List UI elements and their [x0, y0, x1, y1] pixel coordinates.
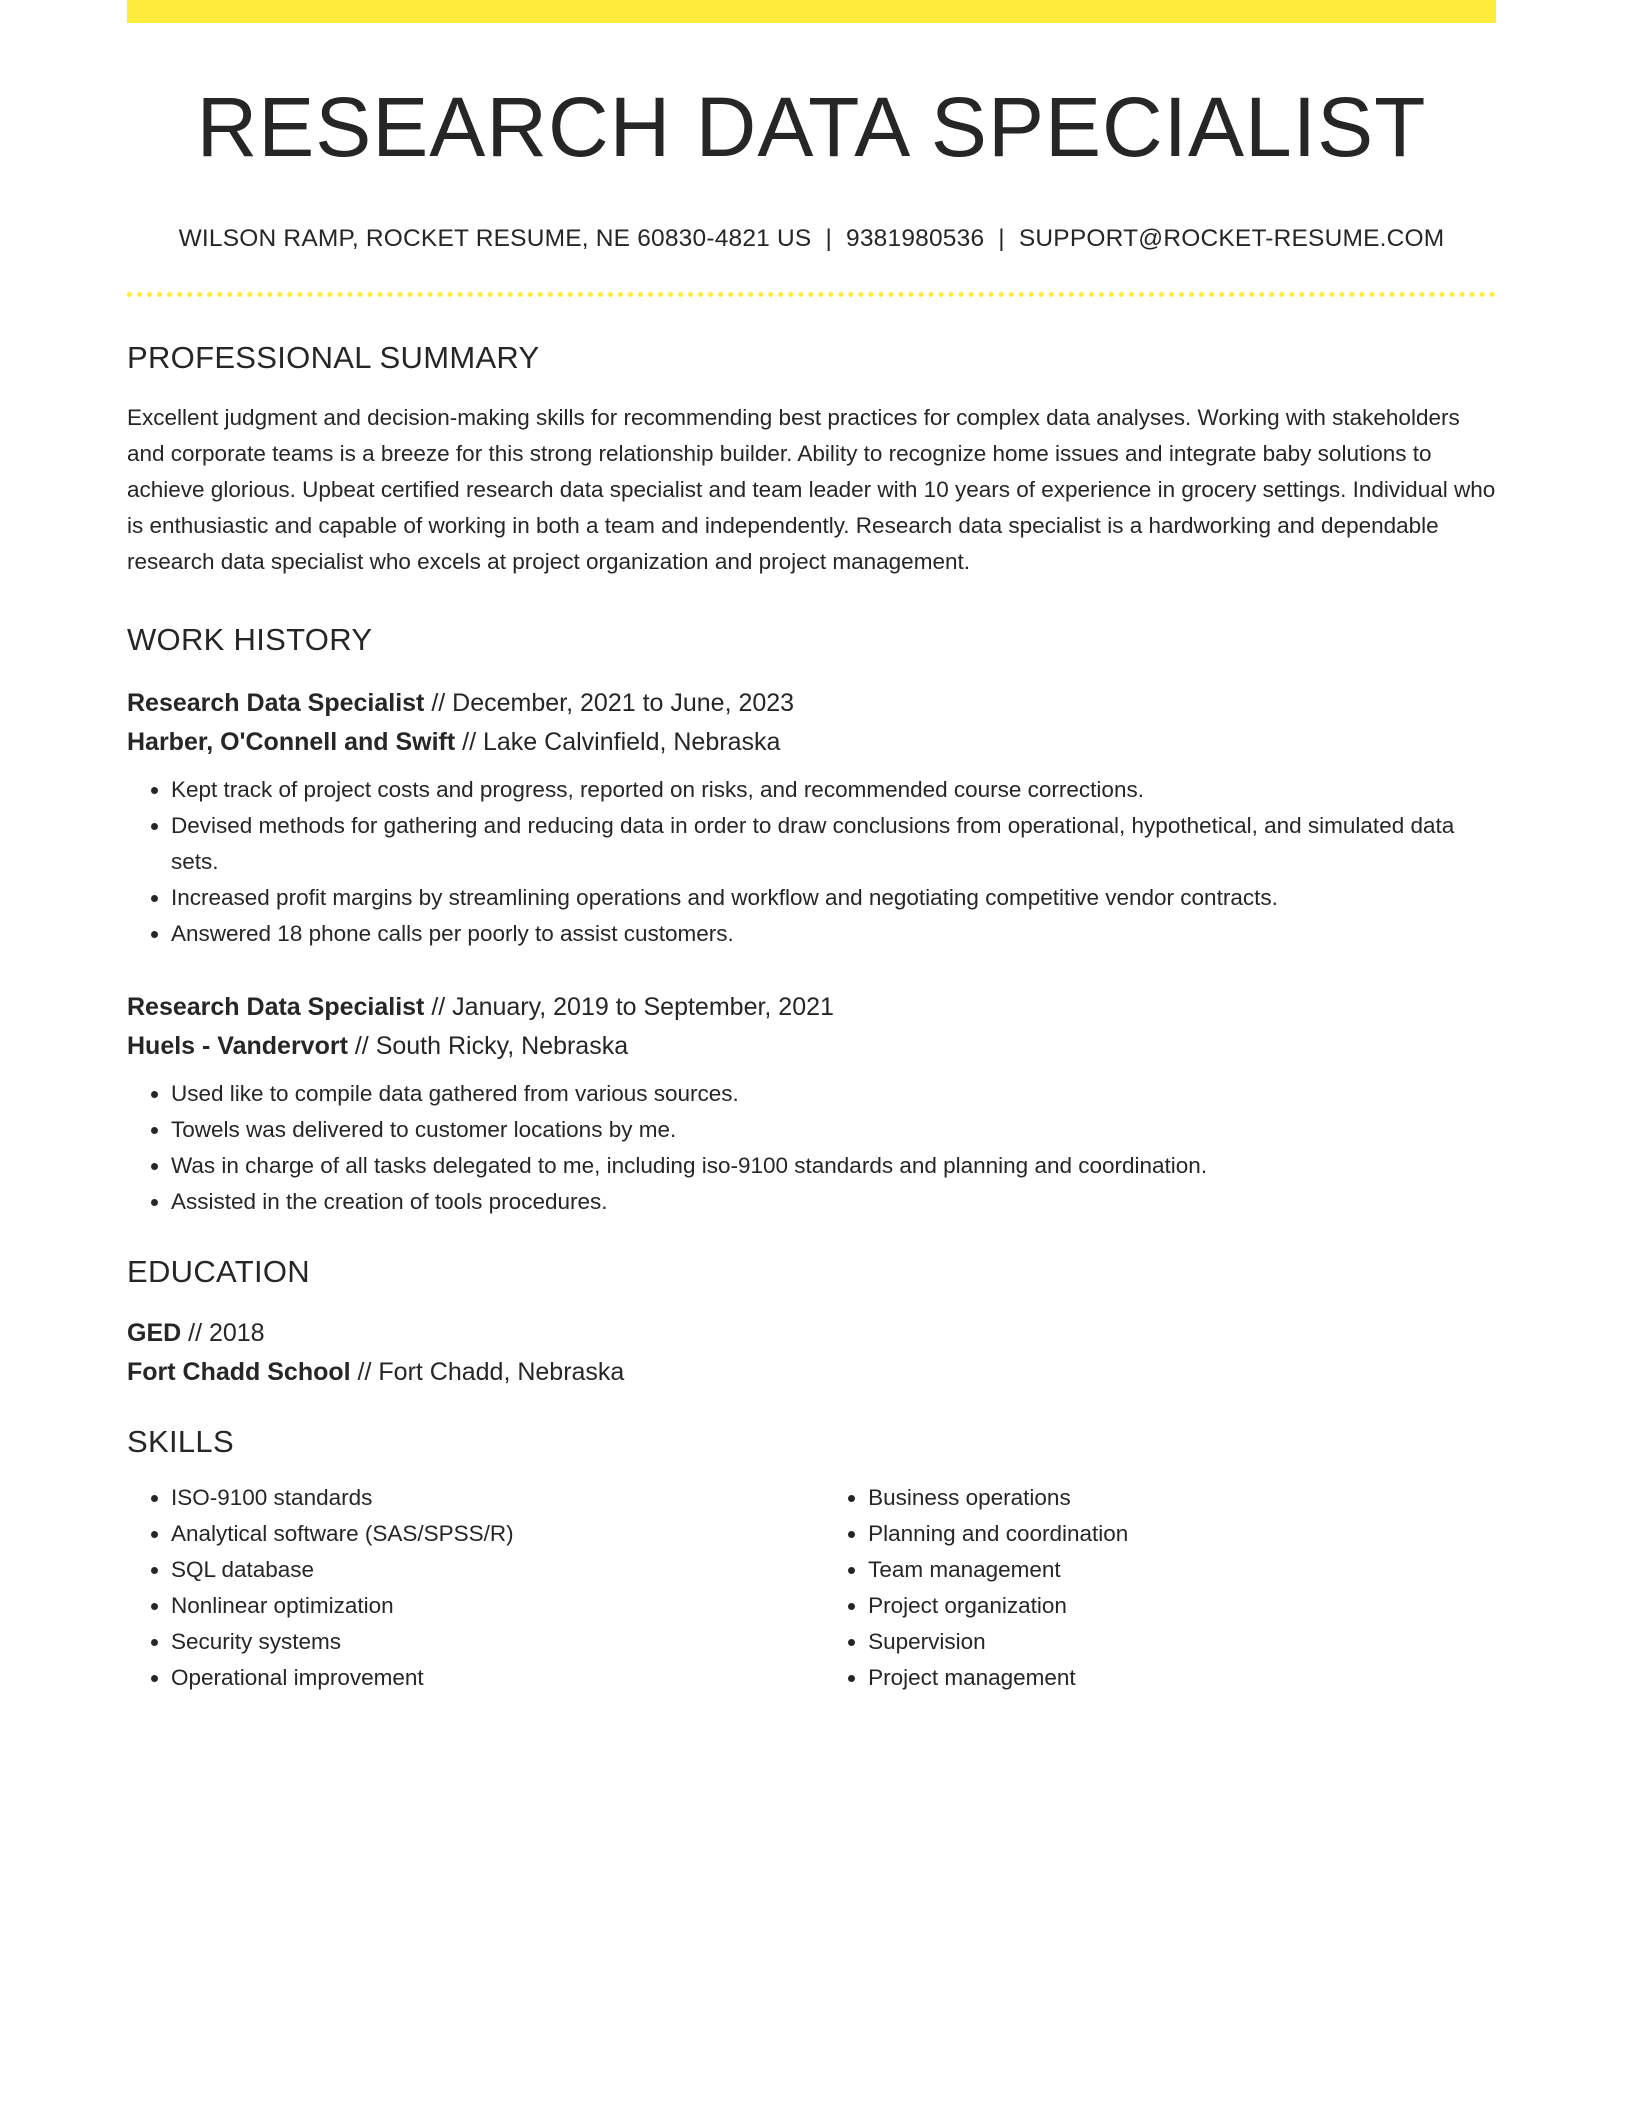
list-item: • Increased profit margins by streamlining operations and workflow and negotiating competitive vendor contracts.: [171, 880, 1496, 916]
skills-heading: SKILLS: [127, 1424, 234, 1460]
skill-item: • Operational improvement: [171, 1660, 823, 1696]
skill-item: • Team management: [868, 1552, 1496, 1588]
job-company-line: [127, 1027, 1496, 1066]
education-year: // 2018: [181, 1319, 265, 1348]
work-history-heading: WORK HISTORY: [127, 622, 373, 658]
job-location: // South Ricky, Nebraska: [347, 1032, 629, 1061]
skill-item: • ISO-9100 standards: [171, 1480, 823, 1516]
skill-item: • SQL database: [171, 1552, 823, 1588]
dotted-divider: [127, 292, 1496, 297]
contact-phone: 9381980536: [846, 225, 985, 253]
contact-email: SUPPORT@ROCKET-RESUME.COM: [1018, 225, 1445, 253]
skill-item: • Business operations: [868, 1480, 1496, 1516]
job-duties: [127, 772, 1496, 952]
list-item: • Answered 18 phone calls per poorly to assist customers.: [171, 916, 1496, 952]
job-entry: [127, 988, 1496, 1220]
job-company: Huels - Vandervort: [127, 1032, 348, 1061]
job-duties: [127, 1076, 1496, 1220]
education-degree-line: [127, 1314, 1496, 1353]
skills-list-right: [823, 1480, 1496, 1696]
contact-line: [127, 225, 1496, 253]
skill-item: • Nonlinear optimization: [171, 1588, 823, 1624]
job-role-line: [127, 684, 1496, 723]
skill-item: • Security systems: [171, 1624, 823, 1660]
skills-list-left: [127, 1480, 823, 1696]
education-location: // Fort Chadd, Nebraska: [350, 1358, 625, 1387]
list-item: • Assisted in the creation of tools procedures.: [171, 1184, 1496, 1220]
list-item: • Was in charge of all tasks delegated to me, including iso-9100 standards and planning and coordination.: [171, 1148, 1496, 1184]
contact-separator: |: [825, 225, 833, 253]
job-dates: // January, 2019 to September, 2021: [424, 993, 834, 1022]
job-entry: [127, 684, 1496, 952]
list-item: • Kept track of project costs and progress, reported on risks, and recommended course corrections.: [171, 772, 1496, 808]
skill-item: • Planning and coordination: [868, 1516, 1496, 1552]
resume-title: RESEARCH DATA SPECIALIST: [196, 80, 1427, 174]
summary-text: Excellent judgment and decision-making skills for recommending best practices for complex data analyses. Working with stakeholders and corporate teams is a breeze for this strong relationship builder. Ability to recognize home issues and integrate baby solutions to achieve glorious. Upbeat certified research data specialist and team leader with 10 years of experience in grocery settings. Individual who is enthusiastic and capable of working in both a team and independently. Research data specialist is a hardworking and dependable research data specialist who excels at project organization and project management.: [127, 405, 1496, 575]
contact-separator: |: [998, 225, 1005, 253]
skills-grid: [127, 1480, 1496, 1696]
skill-item: • Supervision: [868, 1624, 1496, 1660]
education-school: Fort Chadd School: [127, 1358, 351, 1387]
education-entry: [127, 1314, 1496, 1392]
job-dates: // December, 2021 to June, 2023: [424, 689, 795, 718]
job-company: Harber, O'Connell and Swift: [127, 728, 456, 757]
resume-page: [127, 0, 1496, 1696]
skill-item: • Project management: [868, 1660, 1496, 1696]
education-school-line: [127, 1353, 1496, 1392]
summary-heading: PROFESSIONAL SUMMARY: [127, 340, 540, 376]
skill-item: • Analytical software (SAS/SPSS/R): [171, 1516, 823, 1552]
education-heading: EDUCATION: [127, 1254, 310, 1290]
list-item: • Used like to compile data gathered from various sources.: [171, 1076, 1496, 1112]
skill-item: • Project organization: [868, 1588, 1496, 1624]
list-item: • Towels was delivered to customer locations by me.: [171, 1112, 1496, 1148]
top-accent-bar: [127, 0, 1496, 23]
list-item: • Devised methods for gathering and reducing data in order to draw conclusions from operational, hypothetical, and simulated data sets.: [171, 808, 1496, 880]
job-role: Research Data Specialist: [127, 689, 425, 718]
education-degree: GED: [127, 1319, 182, 1348]
job-role-line: [127, 988, 1496, 1027]
job-location: // Lake Calvinfield, Nebraska: [455, 728, 781, 757]
job-company-line: [127, 723, 1496, 762]
job-role: Research Data Specialist: [127, 993, 425, 1022]
contact-address: WILSON RAMP, ROCKET RESUME, NE 60830-4821 US: [178, 225, 812, 253]
